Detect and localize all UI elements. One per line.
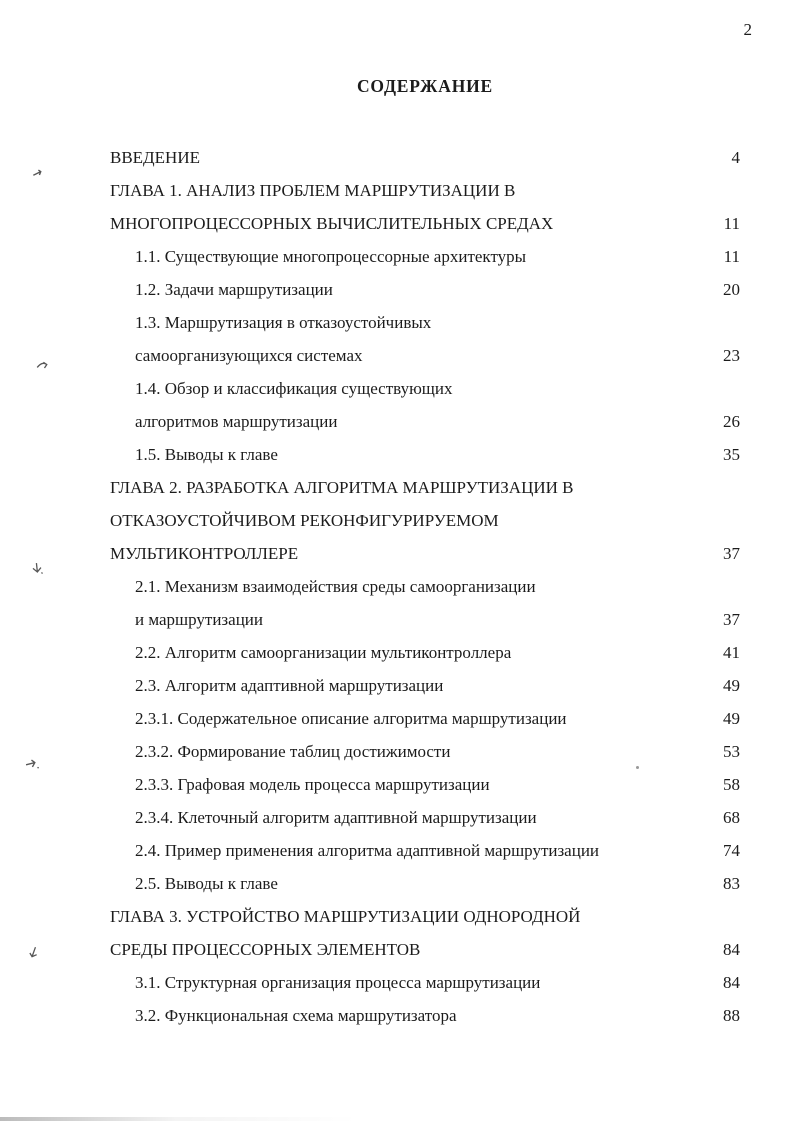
toc-line [135, 306, 740, 339]
toc-entry [135, 768, 740, 801]
toc-entry-text: 1.5. Выводы к главе [135, 445, 278, 464]
toc-entry-text: 2.2. Алгоритм самоорганизации мультиконтроллера [135, 643, 512, 662]
toc-page-number: 23 [723, 346, 740, 365]
toc-line [135, 834, 740, 867]
toc-entry-text: СРЕДЫ ПРОЦЕССОРНЫХ ЭЛЕМЕНТОВ [110, 940, 421, 959]
toc-entry [110, 471, 740, 570]
toc-line [135, 801, 740, 834]
page-number: 2 [743, 20, 752, 39]
ink-mark-icon [26, 945, 41, 961]
table-of-contents [110, 141, 740, 1032]
toc-entry [135, 834, 740, 867]
toc-entry [135, 306, 740, 372]
ink-mark-icon [34, 358, 49, 373]
toc-entry [135, 372, 740, 438]
toc-line [135, 768, 740, 801]
toc-entry-text: 2.3.2. Формирование таблиц достижимости [135, 742, 451, 761]
toc-page-number: 84 [723, 973, 740, 992]
toc-entry-text: ОТКАЗОУСТОЙЧИВОМ РЕКОНФИГУРИРУЕМОМ [110, 511, 499, 530]
toc-entry [135, 867, 740, 900]
toc-line [135, 669, 740, 702]
toc-entry [135, 735, 740, 768]
toc-entry-text: ГЛАВА 2. РАЗРАБОТКА АЛГОРИТМА МАРШРУТИЗАЦИИ В [110, 478, 574, 497]
toc-entry [135, 636, 740, 669]
toc-line [110, 174, 740, 207]
toc-line [135, 702, 740, 735]
toc-entry [110, 141, 740, 174]
toc-line [110, 141, 740, 174]
toc-entry [110, 900, 740, 966]
toc-entry-text: 2.5. Выводы к главе [135, 874, 278, 893]
toc-line [135, 636, 740, 669]
toc-line [135, 735, 740, 768]
toc-line [135, 273, 740, 306]
toc-page-number: 26 [723, 412, 740, 431]
toc-page-number: 49 [723, 709, 740, 728]
toc-entry-text: МУЛЬТИКОНТРОЛЛЕРЕ [110, 544, 299, 563]
toc-entry [135, 570, 740, 636]
toc-line [110, 537, 740, 570]
toc-entry-text: МНОГОПРОЦЕССОРНЫХ ВЫЧИСЛИТЕЛЬНЫХ СРЕДАХ [110, 214, 554, 233]
toc-page-number: 35 [723, 445, 740, 464]
toc-entry-text: 1.1. Существующие многопроцессорные архитектуры [135, 247, 527, 266]
toc-line [135, 240, 740, 273]
toc-page-number: 41 [723, 643, 740, 662]
toc-page-number: 11 [723, 214, 740, 233]
toc-entry-text: 2.3.4. Клеточный алгоритм адаптивной маршрутизации [135, 808, 537, 827]
toc-entry [135, 669, 740, 702]
toc-line [135, 405, 740, 438]
toc-page-number: 83 [723, 874, 740, 893]
toc-entry-text: 2.1. Механизм взаимодействия среды самоорганизации [135, 577, 536, 596]
toc-entry-text: ГЛАВА 1. АНАЛИЗ ПРОБЛЕМ МАРШРУТИЗАЦИИ В [110, 181, 516, 200]
toc-line [110, 207, 740, 240]
toc-entry-text: 2.3. Алгоритм адаптивной маршрутизации [135, 676, 444, 695]
toc-page-number: 68 [723, 808, 740, 827]
toc-entry-text: 2.3.1. Содержательное описание алгоритма маршрутизации [135, 709, 567, 728]
toc-line [110, 471, 740, 504]
toc-entry [135, 999, 740, 1032]
toc-line [135, 603, 740, 636]
toc-entry-text: и маршрутизации [135, 610, 263, 629]
toc-page-number: 88 [723, 1006, 740, 1025]
toc-page-number: 37 [723, 610, 740, 629]
toc-line [110, 900, 740, 933]
toc-entry-text: 1.2. Задачи маршрутизации [135, 280, 333, 299]
toc-entry-text: ВВЕДЕНИЕ [110, 148, 200, 167]
toc-entry [135, 438, 740, 471]
toc-page-number: 37 [723, 544, 740, 563]
toc-line [110, 933, 740, 966]
toc-entry-text: 3.2. Функциональная схема маршрутизатора [135, 1006, 457, 1025]
toc-line [135, 966, 740, 999]
toc-entry [110, 174, 740, 240]
toc-entry [135, 801, 740, 834]
toc-entry-text: 1.4. Обзор и классификация существующих [135, 379, 453, 398]
toc-entry [135, 702, 740, 735]
toc-page-number: 58 [723, 775, 740, 794]
toc-line [135, 867, 740, 900]
toc-entry [135, 273, 740, 306]
toc-page-number: 53 [723, 742, 740, 761]
toc-page-number: 11 [723, 247, 740, 266]
toc-entry-text: алгоритмов маршрутизации [135, 412, 338, 431]
toc-line [135, 999, 740, 1032]
toc-entry-text: самоорганизующихся системах [135, 346, 363, 365]
toc-entry [135, 966, 740, 999]
toc-page-number: 84 [723, 940, 740, 959]
toc-page-number: 4 [731, 148, 740, 167]
toc-line [110, 504, 740, 537]
toc-line [135, 339, 740, 372]
toc-page-number: 20 [723, 280, 740, 299]
ink-mark-icon [29, 561, 44, 575]
toc-line [135, 438, 740, 471]
toc-entry [135, 240, 740, 273]
page-title: СОДЕРЖАНИЕ [356, 76, 493, 96]
scan-speck [636, 766, 639, 769]
scan-edge-shadow [0, 1117, 794, 1121]
toc-entry-text: ГЛАВА 3. УСТРОЙСТВО МАРШРУТИЗАЦИИ ОДНОРОДНОЙ [110, 907, 581, 926]
toc-entry-text: 2.4. Пример применения алгоритма адаптивной маршрутизации [135, 841, 600, 860]
toc-page-number: 74 [723, 841, 740, 860]
ink-mark-icon [23, 757, 41, 771]
page-content [110, 0, 740, 1032]
toc-page-number: 49 [723, 676, 740, 695]
toc-line [135, 570, 740, 603]
toc-entry-text: 1.3. Маршрутизация в отказоустойчивых [135, 313, 432, 332]
toc-entry-text: 3.1. Структурная организация процесса маршрутизации [135, 973, 541, 992]
ink-mark-icon [31, 167, 47, 180]
toc-line [135, 372, 740, 405]
toc-entry-text: 2.3.3. Графовая модель процесса маршрутизации [135, 775, 490, 794]
